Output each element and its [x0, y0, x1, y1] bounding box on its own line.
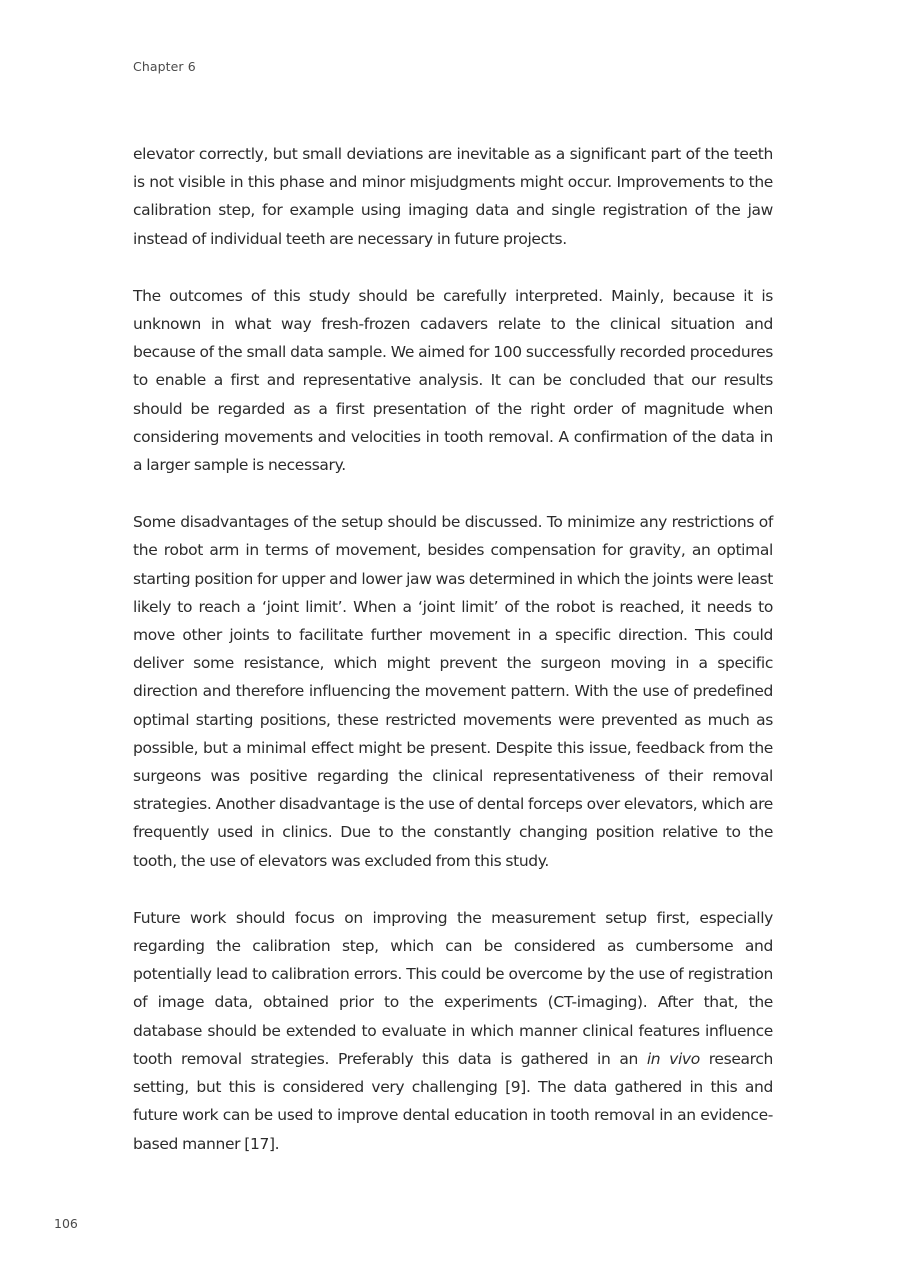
future-work-text-end: research setting, but this is considered very challenging [9]. The data gathered in this and future work can be used to improve dental education in tooth removal in an evidence-based manner [17]. [133, 1049, 773, 1153]
paragraph-future-work [133, 904, 773, 1158]
paragraph-disadvantages: Some disadvantages of the setup should be discussed. To minimize any restrictions of the robot arm in terms of movement, besides compensation for gravity, an optimal starting position for upper and lower jaw was determined in which the joints were least likely to reach a ‘joint limit’. When a ‘joint limit’ of the robot is reached, it needs to move other joints to facilitate further movement in a specific direction. This could deliver some resistance, which might prevent the surgeon moving in a specific direction and therefore influencing the movement pattern. With the use of predefined optimal starting positions, these restricted movements were prevented as much as possible, but a minimal effect might be present. Despite this issue, feedback from the surgeons was positive regarding the clinical representativeness of their removal strategies. Another disadvantage is the use of dental forceps over elevators, which are frequently used in clinics. Due to the constantly changing position relative to the tooth, the use of elevators was excluded from this study. [133, 513, 773, 870]
paragraph-outcomes: The outcomes of this study should be carefully interpreted. Mainly, because it is unknown in what way fresh-frozen cadavers relate to the clinical situation and because of the small data sample. We aimed for 100 successfully recorded procedures to enable a first and representative analysis. It can be concluded that our results should be regarded as a first presentation of the right order of magnitude when considering movements and velocities in tooth removal. A confirmation of the data in a larger sample is necessary. [133, 286, 773, 475]
running-head: Chapter 6 [133, 59, 196, 74]
future-work-text-start: Future work should focus on improving the measurement setup first, especially regarding the calibration step, which can be considered as cumbersome and potentially lead to calibration errors. This could be overcome by the use of registration of image data, obtained prior to the experiments (CT-imaging). After that, the database should be extended to evaluate in which manner clinical features influence tooth removal strategies. Preferably this data is gathered in an [133, 908, 773, 1068]
page-number: 106 [54, 1216, 78, 1231]
paragraph-calibration: elevator correctly, but small deviations are inevitable as a significant part of the teeth is not visible in this phase and minor misjudgments might occur. Improvements to the calibration step, for example using imaging data and single registration of the jaw instead of individual teeth are necessary in future projects. [133, 145, 773, 248]
body-text [133, 140, 773, 1187]
future-work-italic-term: in vivo [646, 1049, 700, 1068]
